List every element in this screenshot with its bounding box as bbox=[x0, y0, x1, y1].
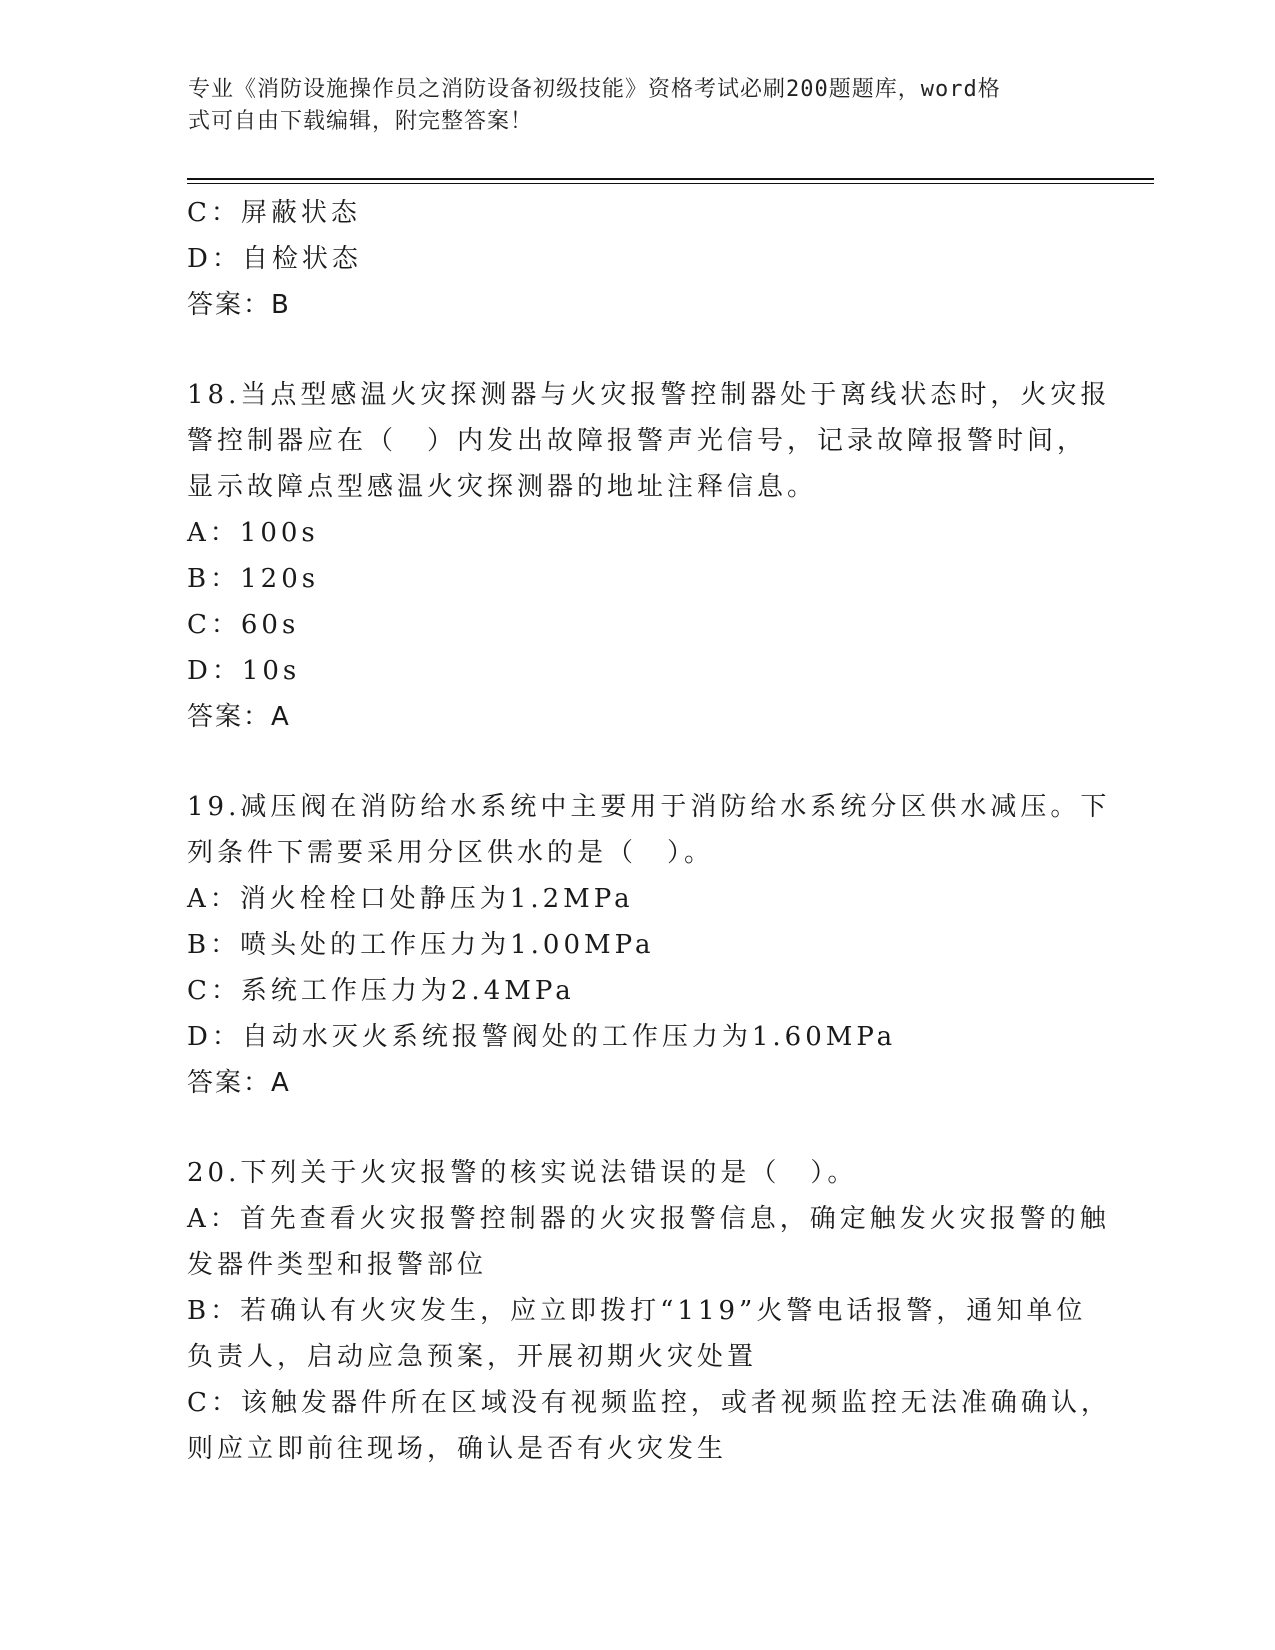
q17-option-d: D：自检状态 bbox=[187, 244, 362, 274]
q19-answer: 答案：A bbox=[187, 1068, 291, 1098]
q20-stem-line-1: 20.下列关于火灾报警的核实说法错误的是（ ）。 bbox=[187, 1158, 858, 1188]
q19-option-b: B：喷头处的工作压力为1.00MPa bbox=[187, 930, 655, 960]
q18-stem-line-1: 18.当点型感温火灾探测器与火灾报警控制器处于离线状态时，火灾报 bbox=[187, 380, 1111, 410]
q19-option-a: A：消火栓栓口处静压为1.2MPa bbox=[187, 884, 634, 914]
q19-stem-line-1: 19.减压阀在消防给水系统中主要用于消防给水系统分区供水减压。下 bbox=[187, 792, 1111, 822]
spacer bbox=[187, 1106, 1087, 1150]
document-header bbox=[188, 74, 1068, 138]
q20-option-b-line-2: 负责人，启动应急预案，开展初期火灾处置 bbox=[187, 1342, 758, 1372]
q20-option-b-line-1: B：若确认有火灾发生，应立即拨打“119”火警电话报警，通知单位 bbox=[187, 1296, 1087, 1326]
question-20 bbox=[187, 1150, 1111, 1472]
question-19 bbox=[187, 784, 1111, 1106]
q17-option-c: C：屏蔽状态 bbox=[187, 198, 361, 228]
spacer bbox=[187, 740, 1087, 784]
q19-option-c: C：系统工作压力为2.4MPa bbox=[187, 976, 575, 1006]
q18-option-b: B：120s bbox=[187, 564, 320, 594]
question-18 bbox=[187, 372, 1111, 740]
q20-option-c-line-1: C：该触发器件所在区域没有视频监控，或者视频监控无法准确确认， bbox=[187, 1388, 1111, 1418]
q20-option-a-line-1: A：首先查看火灾报警控制器的火灾报警信息，确定触发火灾报警的触 bbox=[187, 1204, 1110, 1234]
header-divider-thin bbox=[187, 183, 1154, 184]
q20-option-a-line-2: 发器件类型和报警部位 bbox=[187, 1250, 488, 1280]
q19-option-d: D：自动水灭火系统报警阀处的工作压力为1.60MPa bbox=[187, 1022, 897, 1052]
q20-option-c-line-2: 则应立即前往现场，确认是否有火灾发生 bbox=[187, 1434, 728, 1464]
q18-option-c: C：60s bbox=[187, 610, 300, 640]
header-line-1: 专业《消防设施操作员之消防设备初级技能》资格考试必刷200题题库，word格 bbox=[188, 77, 1001, 102]
q18-answer: 答案：A bbox=[187, 702, 291, 732]
spacer bbox=[187, 328, 1087, 372]
q17-answer: 答案：B bbox=[187, 290, 291, 320]
header-divider-thick bbox=[187, 178, 1154, 180]
question-17 bbox=[187, 190, 1087, 328]
q18-option-d: D：10s bbox=[187, 656, 301, 686]
q18-option-a: A：100s bbox=[187, 518, 319, 548]
q19-stem-line-2: 列条件下需要采用分区供水的是（ ）。 bbox=[187, 838, 715, 868]
document-body bbox=[187, 190, 1111, 1472]
header-line-2: 式可自由下载编辑，附完整答案！ bbox=[188, 109, 534, 134]
q18-stem-line-2: 警控制器应在（ ）内发出故障报警声光信号，记录故障报警时间， bbox=[187, 426, 1088, 456]
q18-stem-line-3: 显示故障点型感温火灾探测器的地址注释信息。 bbox=[187, 472, 818, 502]
